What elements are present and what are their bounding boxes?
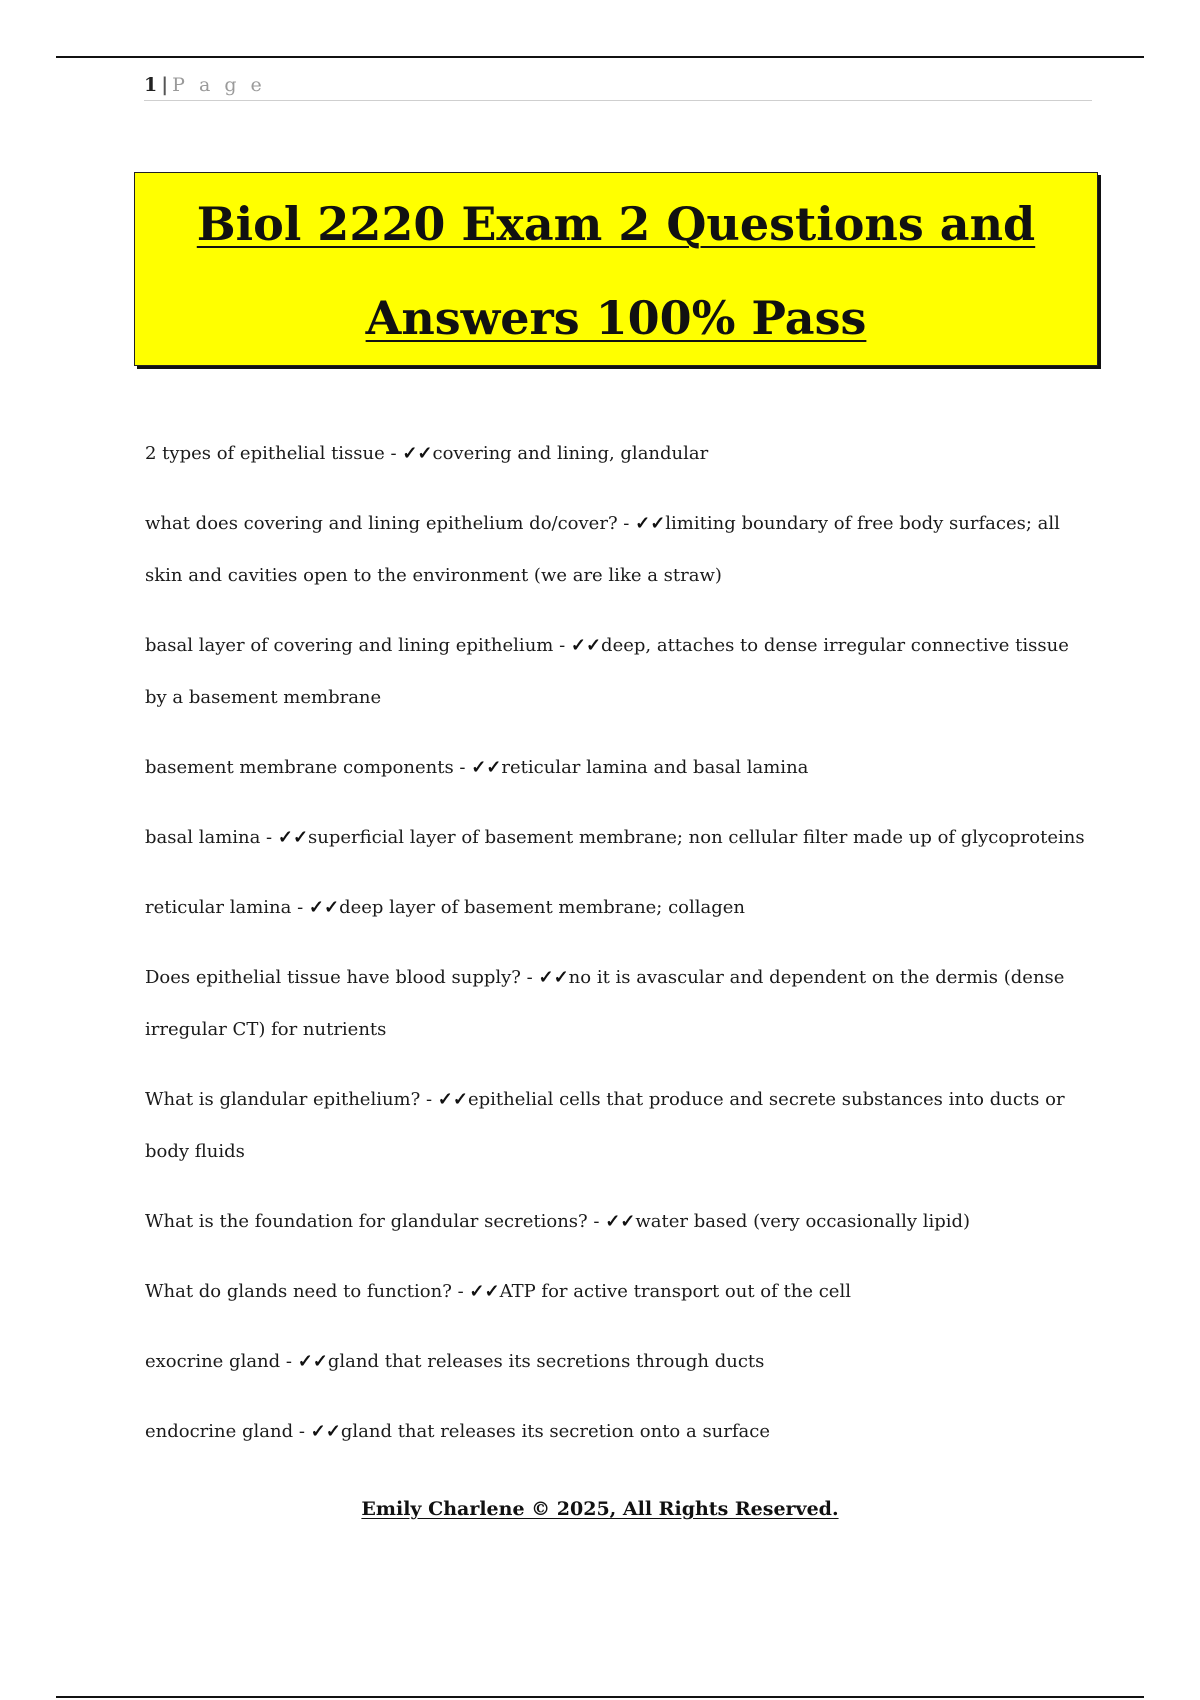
page-label: P a g e [172,74,266,96]
question-text: basal layer of covering and lining epithelium - [145,635,571,656]
question-text: Does epithelial tissue have blood supply? - [145,967,539,988]
question-text: What do glands need to function? - [145,1281,470,1302]
title-box [134,172,1098,366]
answer-text: gland that releases its secretions through ducts [327,1351,765,1372]
question-text: what does covering and lining epithelium do/cover? - [145,513,636,534]
answer-text: water based (very occasionally lipid) [635,1211,971,1232]
document-title-line-2: Answers 100% Pass [365,291,867,345]
answer-text: ATP for active transport out of the cell [499,1281,851,1302]
answer-text: limiting boundary of free body surfaces; all skin and cavities open to the environment (we are like a straw) [145,513,1060,586]
copyright-text: Emily Charlene © 2025, All Rights Reserved. [361,1498,839,1520]
qa-item [145,498,1095,602]
question-text: basal lamina - [145,827,278,848]
page-header [144,70,1092,101]
double-check-icon: ✓✓ [471,757,502,778]
qa-item [145,1266,1095,1318]
answer-text: deep layer of basement membrane; collagen [339,897,746,918]
qa-item [145,812,1095,864]
qa-item [145,882,1095,934]
answer-text: deep, attaches to dense irregular connective tissue by a basement membrane [145,635,1069,708]
answer-text: covering and lining, glandular [432,443,709,464]
double-check-icon: ✓✓ [605,1211,636,1232]
question-text: reticular lamina - [145,897,309,918]
double-check-icon: ✓✓ [570,635,602,656]
double-check-icon: ✓✓ [297,1351,328,1372]
question-text: basement membrane components - [145,757,472,778]
answer-text: reticular lamina and basal lamina [501,757,809,778]
double-check-icon: ✓✓ [469,1281,500,1302]
question-text: What is glandular epithelium? - [145,1089,438,1110]
copyright-footer [0,1498,1200,1520]
double-check-icon: ✓✓ [308,897,340,918]
page-number: 1 [144,74,158,96]
qa-item [145,952,1095,1056]
answer-text: no it is avascular and dependent on the dermis (dense irregular CT) for nutrients [145,967,1065,1040]
question-text: endocrine gland - [145,1421,311,1442]
double-check-icon: ✓✓ [437,1089,468,1110]
question-text: 2 types of epithelial tissue - [145,443,403,464]
question-text: exocrine gland - [145,1351,298,1372]
double-check-icon: ✓✓ [538,967,569,988]
document-title-line-1: Biol 2220 Exam 2 Questions and [196,197,1036,251]
page-separator: | [161,74,169,96]
question-text: What is the foundation for glandular secretions? - [145,1211,606,1232]
bottom-rule [56,1696,1144,1698]
qa-item [145,1336,1095,1388]
answer-text: epithelial cells that produce and secrete substances into ducts or body fluids [145,1089,1065,1162]
qa-list [145,428,1095,1476]
double-check-icon: ✓✓ [310,1421,341,1442]
answer-text: gland that releases its secretion onto a surface [340,1421,771,1442]
top-rule [56,56,1144,58]
qa-item [145,1406,1095,1458]
double-check-icon: ✓✓ [635,513,666,534]
answer-text: superficial layer of basement membrane; non cellular filter made up of glycoproteins [308,827,1085,848]
qa-item [145,1074,1095,1178]
qa-item [145,742,1095,794]
double-check-icon: ✓✓ [402,443,433,464]
qa-item [145,428,1095,480]
double-check-icon: ✓✓ [277,827,309,848]
qa-item [145,1196,1095,1248]
qa-item [145,620,1095,724]
